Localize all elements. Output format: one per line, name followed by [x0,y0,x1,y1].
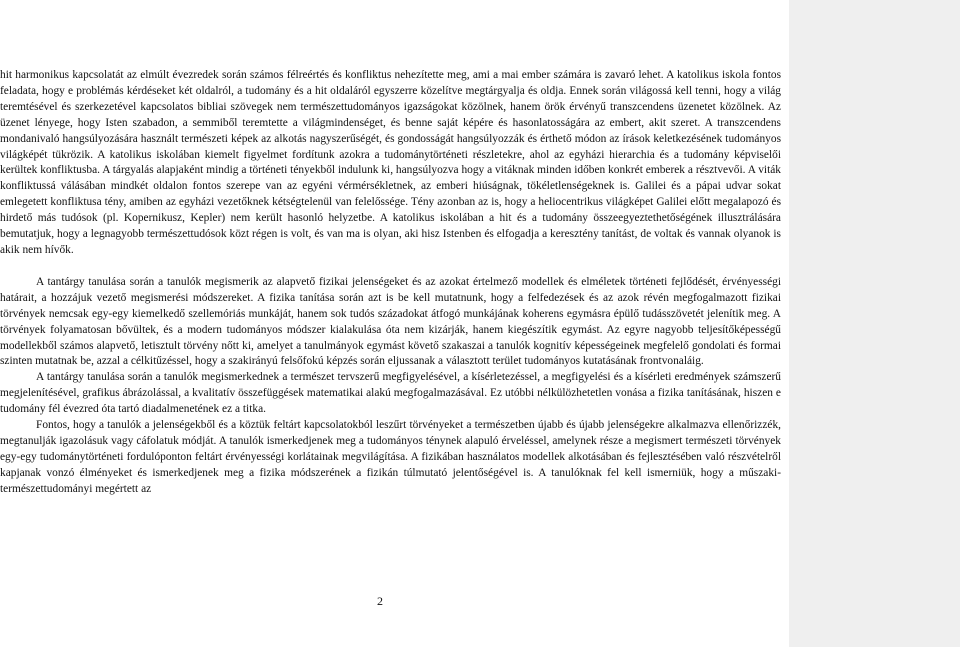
page-number: 2 [377,594,383,608]
paragraph-3: A tantárgy tanulása során a tanulók megismerkednek a természet tervszerű megfigyelésével, a kísérletezéssel, a megfigyelési és a kísérleti eredmények számszerű megjelenítésével, grafikus ábrázolással, a kvalitatív összefüggések matematikai alakú megfogalmazásával. Ez utóbbi nélkülözhetetlen vonása a fizika tanításának, hiszen e tudomány fél évezred óta tartó diadalmenetének ez a titka. [0,371,781,416]
paragraph-2: A tantárgy tanulása során a tanulók megismerik az alapvető fizikai jelenségeket és az azokat értelmező modellek és elméletek történeti fejlődését, érvényességi határait, a hozzájuk vezető megismerési módszereket. A fizika tanítása során azt is be kell mutatnunk, hogy a felfedezések és az azok révén megfogalmazott fizikai törvények nemcsak egy-egy kiemelkedő szellemóriás munkáját, hanem sok tudós századokat átfogó munkájának koherens egymásra épülő tudásszövetét jelenítik meg. A törvények folyamatosan bővültek, és a modern tudományos módszer kialakulása óta nem kizárják, hanem kiegészítik egymást. Az egyre nagyobb teljesítőképességű modellekből számos alapvető, letisztult törvény nőtt ki, amelyet a tanulmányok egymást követő szakaszai a tanulók kognitív képességeinek megfelelő gondolati és formai szinten mutatnak be, azzal a célkitűzéssel, hogy a szakirányú felsőfokú képzés során eljussanak a választott terület tudományos kutatásának frontvonaláig. [0,275,781,368]
paragraph-1: hit harmonikus kapcsolatát az elmúlt évezredek során számos félreértés és konfliktus nehezítette meg, ami a mai ember számára is zavaró lehet. A katolikus iskola fontos feladata, hogy e problémás kérdéseket két oldalról, a tudomány és a hit oldaláról egyszerre közelítve megtárgyalja és oldja. Ennek során világossá kell tenni, hogy a világ teremtésével és szerkezetével kapcsolatos bibliai szövegek nem természettudományos igazságokat közölnek, hanem örök érvényű transzcendens üzenetet közölnek. Az üzenet lényege, hogy Isten szabadon, a semmiből teremtette a világmindenséget, és benne saját képére és hasonlatosságára az embert, akit szeret. A transzcendens mondanivaló hangsúlyozására használt természeti képek az alkotás nagyszerűségét, és gondosságát hangsúlyozzák és érthető módon az írások keletkezésének tudományos világképét tükrözik. A katolikus iskolában kiemelt figyelmet fordítunk azokra a tudománytörténeti részletekre, ahol az egyházi hierarchia és a tudomány képviselői kerültek konfliktusba. A tárgyalás alapjaként mindig a történeti tényekből indulunk ki, hangsúlyozva hogy a vitáknak minden időben konkrét emberek a résztvevői. A viták konfliktussá válásában mindkét oldalon fontos szerepe van az egyéni vérmérsékletnek, az emberi hiúságnak, tökéletlenségeknek is. Galilei és a pápai udvar sokat emlegetett konfliktusa tény, amiben az egyházi vezetőknek kétségtelenül van felelőssége. Tény azonban az is, hogy a heliocentrikus világképet Galilei előtt megalapozó és hirdető más tudósok (pl. Kopernikusz, Kepler) nem került hasonló helyzetbe. A katolikus iskolában a hit és a tudomány összeegyeztethetőségének illusztrálására bemutatjuk, hogy a legnagyobb természettudósok közt régen is volt, és van ma is olyan, aki hisz Istenben és elfogadja a keresztény tanítást, de voltak és vannak olyanok is akik nem hívők. [0,69,781,256]
comment-margin-panel [789,0,960,647]
paragraph-4: Fontos, hogy a tanulók a jelenségekből és a köztük feltárt kapcsolatokból leszűrt törvényeket a természetben újabb és újabb jelenségekre alkalmazva ellenőrizzék, megtanulják igazolásuk vagy cáfolatuk módját. A tanulók ismerkedjenek meg a tudományos ténynek alapuló érveléssel, amelynek része a megismert természeti törvények egy-egy tudománytörténeti fordulóponton feltárt érvényességi korlátainak megvilágítása. A fizikában használatos modellek alkotásában és fejlesztésében való részvételről kapjanak vonzó élményeket és ismerkedjenek meg a fizika módszerének a fizikán túlmutató jelentőségével is. A tanulóknak fel kell ismerniük, hogy a műszaki-természettudományi megértett az [0,419,781,495]
body-text [0,68,781,498]
